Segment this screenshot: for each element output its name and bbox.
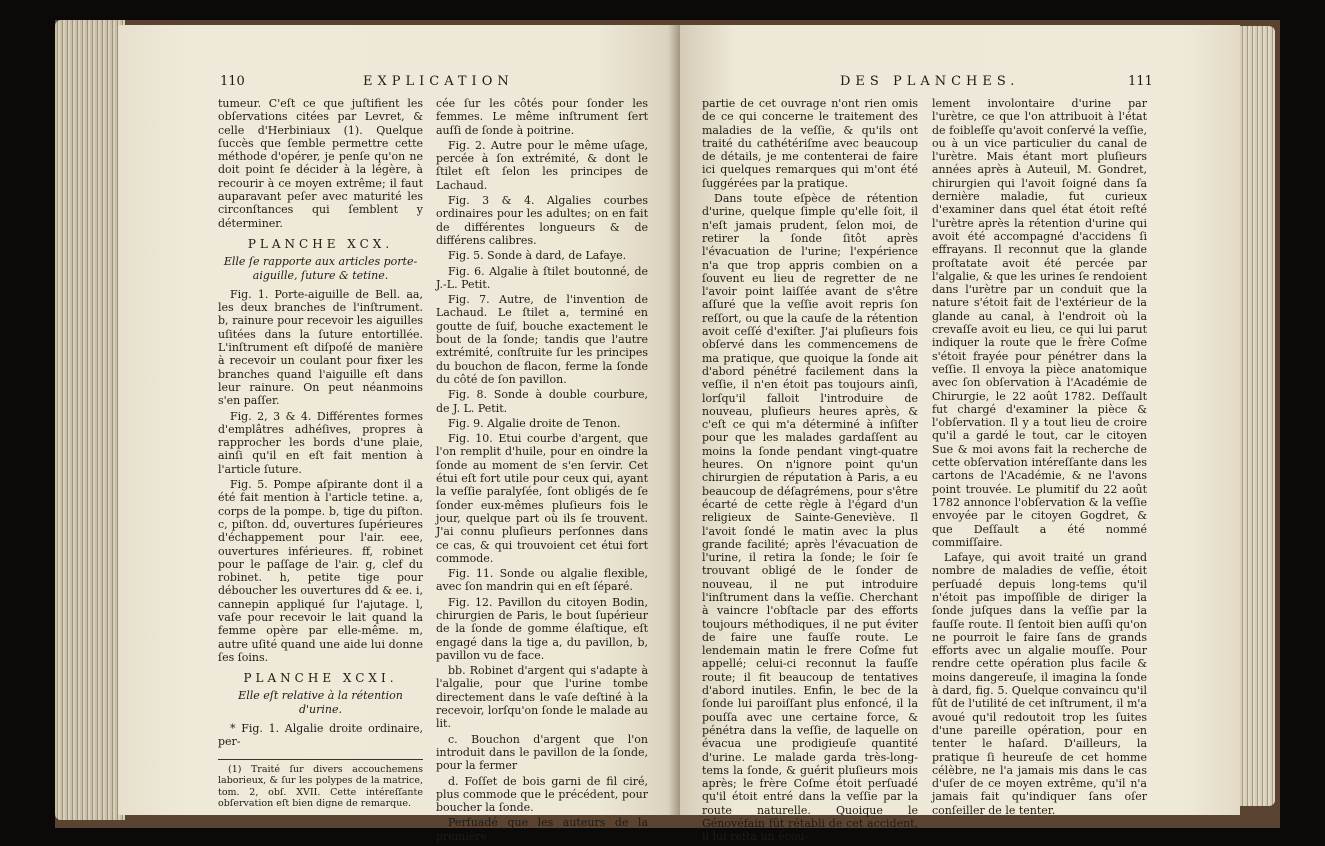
paragraph: Fig. 12. Pavillon du citoyen Bodin, chirurgien de Paris, le bout ſupérieur de la ſonde de gomme élaſtique, eſt engagé dans la tige a, du pavillon, b, pavillon vu de face. xyxy=(436,595,648,662)
paragraph: Lafaye, qui avoit traité un grand nombre de maladies de veſſie, étoit perſuadé depuis long-tems qu'il n'étoit pas impoſſible de diriger la ſonde juſques dans la veſſie par la fauſſe route. Il ſentoit bien auſſi qu'on ne pourroit le faire ſans de grands efforts avec un algalie mouſſe. Pour rendre cette opération plus facile & moins dangereuſe, il imagina la ſonde à dard, fig. 5. Quelque convaincu qu'il fût de l'utilité de cet inſtrument, il m'a avoué qu'il redoutoit trop les ſuites d'une pareille opération, pour en tenter le haſard. D'ailleurs, la pratique ſi heureuſe de cet homme célèbre, ne l'a jamais mis dans le cas d'uſer de ce moyen extrême, qu'il n'a jamais fait qu'indiquer ſans oſer conſeiller de le tenter. xyxy=(932,551,1147,817)
plate-subtitle: Elle eſt relative à la rétention d'urine. xyxy=(238,689,403,716)
paragraph: Fig. 5. Pompe aſpirante dont il a été fait mention à l'article tetine. a, corps de la pompe. b, tige du piſton. c, piſton. dd, ouvertures ſupérieures d'échappement pour l'air. eee, ouvertures inférieures. ff, robinet pour le paſſage de l'air. g, clef du robinet. h, petite tige pour déboucher les ouvertures dd & ee. i, cannepin appliqué ſur l'ajutage. l, vaſe pour recevoir le lait quand la femme opère par elle-même. m, autre uſité quand une aide lui donne ſes ſoins. xyxy=(218,478,423,664)
left-column-1 xyxy=(218,97,423,812)
paragraph: c. Bouchon d'argent que l'on introduit dans le pavillon de la ſonde, pour la fermer xyxy=(436,732,648,773)
plate-heading: PLANCHE XCX. xyxy=(247,236,394,251)
paragraph: Fig. 7. Autre, de l'invention de Lachaud. Le ſtilet a, terminé en goutte de ſuif, bouche exactement le bout de la ſonde; tandis que l'autre extrémité, conſtruite ſur les principes du bouchon de flacon, ferme la ſonde du côté de ſon pavillon. xyxy=(436,293,648,386)
paragraph: Fig. 9. Algalie droite de Tenon. xyxy=(448,416,621,430)
paragraph: Fig. 6. Algalie à ſtilet boutonné, de J.-L. Petit. xyxy=(436,264,648,291)
left-page xyxy=(118,25,680,843)
paragraph: partie de cet ouvrage n'ont rien omis de ce qui concerne le traitement des maladies de la veſſie, & qu'ils ont traité du cathétériſme avec beaucoup de détails, je me contenterai de faire ici quelques remarques qui m'ont été ſuggérées par la pratique. xyxy=(702,97,918,190)
footnote-text: (1) Traité ſur divers accouchemens laborieux, & ſur les polypes de la matrice, tom. 2, obſ. XVII. Cette intéreſſante obſervation eſt bien digne de remarque. xyxy=(218,763,423,810)
paragraph: Fig. 3 & 4. Algalies courbes ordinaires pour les adultes; on en fait de différentes longueurs & de différens calibres. xyxy=(436,194,648,247)
right-running-head: DES PLANCHES. xyxy=(840,74,1020,89)
plate-subtitle: Elle ſe rapporte aux articles porte-aiguille, ſuture & tetine. xyxy=(223,255,418,282)
paragraph: Fig. 11. Sonde ou algalie flexible, avec ſon mandrin qui en eſt ſéparé. xyxy=(436,567,648,594)
paragraph: cée ſur les côtés pour ſonder les femmes. Le même inſtrument ſert auſſi de ſonde à poitrine. xyxy=(436,97,648,137)
left-running-head: EXPLICATION xyxy=(363,74,514,89)
paragraph: Dans toute eſpèce de rétention d'urine, quelque ſimple qu'elle ſoit, il n'eſt jamais prudent, ſelon moi, de retirer la ſonde ſitôt après l'évacuation de l'urine; l'expérience n'a que trop appris combien on a ſouvent eu lieu de regretter de ne l'avoir point laiſſée avant de s'être aſſuré que la veſſie avoit repris ſon reſſort, ou que la cauſe de la rétention avoit ceſſé d'exiſter. J'ai pluſieurs fois obſervé dans les commencemens de ma pratique, que quoique la ſonde ait d'abord pénétré facilement dans la veſſie, il n'en étoit pas toujours ainſi, lorſqu'il falloit l'introduire de nouveau, pluſieurs heures après, & c'eſt ce qui m'a déterminé à inſiſter pour que les malades gardaſſent au moins la ſonde pendant vingt-quatre heures. On n'ignore point qu'un chirurgien de réputation à Paris, a eu beaucoup de déſagrémens, pour s'être écarté de cette règle à l'égard d'un religieux de Sainte-Geneviève. Il l'avoit ſondé le matin avec la plus grande facilité; après l'évacuation de l'urine, il retira la ſonde; le ſoir ſe trouvant obligé de le ſonder de nouveau, il ne put introduire l'inſtrument dans la veſſie. Cherchant à vaincre l'obſtacle par des efforts toujours méthodiques, il ne put éviter de faire une fauſſe route. Le lendemain matin le frere Coſme fut appellé; celui-ci reconnut la fauſſe route; il fit beaucoup de tentatives d'abord inutiles. Enfin, le bec de la ſonde lui paroiſſant plus enfoncé, il la pouſſa avec une certaine force, & pénétra dans la veſſie, de laquelle on évacua une prodigieuſe quantité d'urine. Le malade garda très-long-tems la ſonde, & guérit pluſieurs mois après; le frère Coſme étoit perſuadé qu'il étoit entré dans la veſſie par la route naturelle. Quoique le Génovéfain fût rétabli de cet accident, il lui reſta un écou- xyxy=(702,192,918,844)
paragraph: bb. Robinet d'argent qui s'adapte à l'algalie, pour que l'urine tombe directement dans le vaſe deſtiné à la recevoir, lorſqu'on ſonde le malade au lit. xyxy=(436,664,648,731)
page-edges-right xyxy=(1235,26,1275,806)
paragraph: Perſuadé que les auteurs de la première xyxy=(436,816,648,843)
paragraph: Fig. 5. Sonde à dard, de Lafaye. xyxy=(448,249,627,263)
paragraph: Fig. 2, 3 & 4. Différentes formes d'emplâtres adhéſives, propres à rapprocher les bords d'une plaie, ainſi qu'il en eſt fait mention à l'article ſuture. xyxy=(218,409,423,476)
left-column-2 xyxy=(436,97,648,845)
page-edges-left xyxy=(55,20,125,820)
paragraph: d. Foſſet de bois garni de fil ciré, plus commode que le précédent, pour boucher la ſonde. xyxy=(436,774,648,815)
footnote xyxy=(218,759,423,810)
right-column-1 xyxy=(702,97,918,846)
paragraph: * Fig. 1. Algalie droite ordinaire, per- xyxy=(218,722,423,749)
paragraph: Fig. 1. Porte-aiguille de Bell. aa, les deux branches de l'inſtrument. b, rainure pour recevoir les aiguilles uſitées dans la ſuture entortillée. L'inſtrument eſt diſpoſé de manière à recevoir un coulant pour fixer les branches quand l'aiguille eſt dans leur rainure. On peut néanmoins s'en paſſer. xyxy=(218,287,423,408)
plate-heading: PLANCHE XCXI. xyxy=(243,671,398,686)
paragraph: lement involontaire d'urine par l'urètre, ce que l'on attribuoit à l'état de foibleſſe qu'avoit conſervé la veſſie, ou à un vice particulier du canal de l'urètre. Mais étant mort pluſieurs années après à Auteuil, M. Gondret, chirurgien qui l'avoit ſoigné dans ſa dernière maladie, fut curieux d'examiner dans quel état étoit reſté l'urètre après la rétention d'urine qui avoit été accompagné d'accidens ſi effrayans. Il reconnut que la glande proſtatate avoit été percée par l'algalie, & que les urines ſe rendoient dans l'urètre par un conduit que la nature s'étoit fait de l'extérieur de la glande au canal, à l'endroit où la crevaſſe avoit eu lieu, ce qui lui parut indiquer la route que le frère Coſme s'étoit frayée pour pénétrer dans la veſſie. Il envoya la pièce anatomique avec ſon obſervation à l'Académie de Chirurgie, le 22 août 1782. Deſſault fut chargé d'examiner la pièce & l'obſervation. Il y a tout lieu de croire qu'il a gardé le tout, car le citoyen Sue & moi avons fait la recherche de cette obſervation intéreſſante dans les cartons de l'Académie, & ne l'avons point trouvée. Le plumitif du 22 août 1782 annonce l'obſervation & la veſſie envoyée par le citoyen Gogdret, & que Deſſault a été nommé commiſſaire. xyxy=(932,97,1147,549)
paragraph: tumeur. C'eſt ce que juſtifient les obſervations citées par Levret, & celle d'Herbiniaux (1). Quelque ſuccès que ſemble permettre cette méthode d'opérer, je penſe qu'on ne doit point ſe décider à la légère, à recourir à ce moyen extrême; il faut auparavant peſer avec maturité les circonſtances qui ſemblent y déterminer. xyxy=(218,97,423,230)
right-page xyxy=(680,25,1240,844)
right-column-2 xyxy=(932,97,1147,819)
right-folio: 111 xyxy=(1128,74,1153,89)
paragraph: Fig. 10. Etui courbe d'argent, que l'on remplit d'huile, pour en oindre la ſonde au moment de s'en ſervir. Cet étui eſt fort utile pour ceux qui, ayant la veſſie paralyſée, ſont obligés de ſe ſonder eux-mêmes pluſieurs fois le jour, quelque part où ils ſe trouvent. J'ai connu pluſieurs perſonnes dans ce cas, & qui trouvoient cet étui fort commode. xyxy=(436,432,648,565)
paragraph: Fig. 2. Autre pour le même uſage, percée à ſon extrémité, & dont le ſtilet eſt ſelon les principes de Lachaud. xyxy=(436,138,648,192)
left-folio: 110 xyxy=(220,74,245,89)
paragraph: Fig. 8. Sonde à double courbure, de J. L. Petit. xyxy=(436,388,648,415)
